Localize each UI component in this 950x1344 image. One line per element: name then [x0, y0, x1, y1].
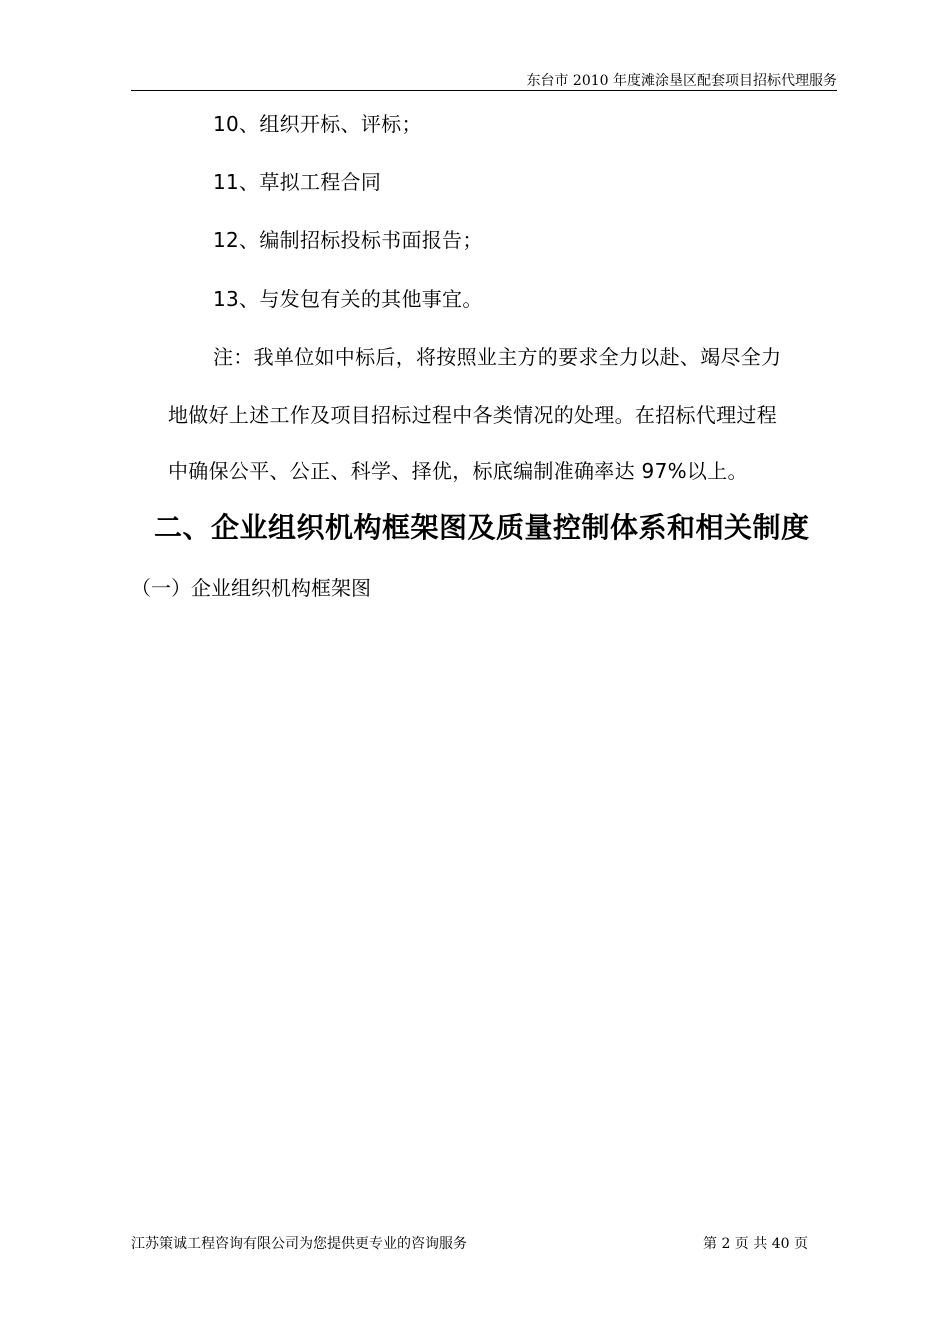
- section-heading: 二、企业组织机构框架图及质量控制体系和相关制度: [154, 511, 810, 544]
- note-line-2: 地做好上述工作及项目招标过程中各类情况的处理。在招标代理过程: [168, 403, 777, 427]
- sub-heading: （一）企业组织机构框架图: [131, 576, 371, 600]
- footer-page-number: 第 2 页 共 40 页: [703, 1236, 808, 1252]
- list-item: 11、草拟工程合同: [213, 170, 382, 194]
- header-title: 东台市 2010 年度滩涂垦区配套项目招标代理服务: [526, 73, 837, 89]
- list-item: 10、组织开标、评标；: [213, 112, 422, 136]
- list-item: 13、与发包有关的其他事宜。: [213, 287, 483, 311]
- header-divider: [131, 90, 837, 91]
- note-line-1: 注：我单位如中标后，将按照业主方的要求全力以赴、竭尽全力: [213, 345, 782, 369]
- list-item: 12、编制招标投标书面报告；: [213, 228, 483, 252]
- footer-company: 江苏策诚工程咨询有限公司为您提供更专业的咨询服务: [131, 1236, 467, 1252]
- note-line-3: 中确保公平、公正、科学、择优，标底编制准确率达 97%以上。: [168, 459, 748, 483]
